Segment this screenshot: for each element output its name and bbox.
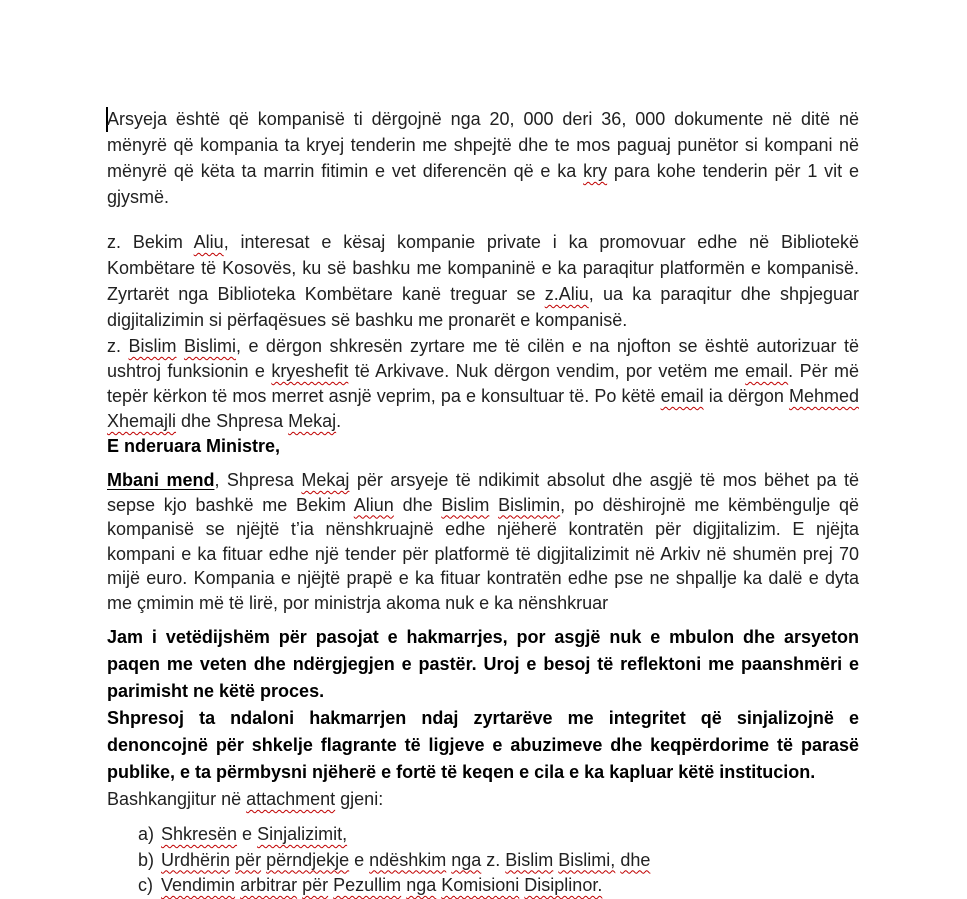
misspelled-word: dhe (620, 849, 651, 870)
misspelled-word: kryeshefit (271, 361, 349, 381)
misspelled-word: nga (406, 875, 437, 895)
misspelled-word: Aliu (193, 232, 224, 252)
misspelled-word: Aliun (353, 494, 394, 515)
text-run (489, 495, 498, 515)
text-run: dhe Shpresa (176, 411, 289, 431)
misspelled-word: Bislimin (498, 494, 561, 515)
misspelled-word: Vendimin (161, 875, 236, 895)
misspelled-word: attachment (246, 789, 336, 809)
misspelled-word: Urdhërin (161, 849, 231, 870)
misspelled-word: për (302, 875, 329, 895)
list-item-b[interactable] (138, 848, 859, 874)
misspelled-word: Pezullim (333, 875, 402, 895)
text-run: e (349, 849, 370, 870)
text-run: para kohe tenderin për 1 vit e gjysmë. (107, 161, 860, 207)
text-run: ia dërgon (703, 386, 789, 406)
misspelled-word: Bislim (505, 849, 554, 870)
misspelled-word: Bislim (128, 336, 177, 356)
paragraph-bislim-bislimi[interactable] (107, 334, 859, 434)
paragraph-mbani-mend[interactable] (107, 468, 859, 615)
misspelled-word: nga (451, 849, 482, 870)
misspelled-word: Disiplinor. (524, 875, 603, 895)
misspelled-word: email (745, 361, 789, 381)
misspelled-word: Shkresën (161, 824, 238, 844)
misspelled-word: ndëshkim (369, 849, 447, 870)
text-run: , Shpresa (214, 470, 302, 490)
text-run: , e dërgon shkresën zyrtare me të cilën e na njofton se është autorizuar të ushtroj funksionin e (107, 336, 859, 381)
text-run: e (237, 824, 258, 844)
misspelled-word: përndjekje (266, 849, 350, 870)
text-run: dhe (393, 494, 442, 515)
misspelled-word: Bislim (441, 494, 490, 515)
text-run (176, 336, 183, 356)
text-run: . Për më tepër kërkon të mos merret asnjë veprim, pa e konsultuar të. Po këtë (107, 361, 859, 406)
text-run: z. (481, 849, 506, 870)
misspelled-word: Mekaj (288, 411, 337, 431)
text-run: për arsyeje të ndikimit absolut dhe asgjë të mos bëhet pa të sepse kjo bashkë me Bekim (107, 470, 859, 515)
text-run: të Arkivave. Nuk dërgon vendim, por vetëm me (348, 361, 746, 381)
misspelled-word: kry (583, 161, 608, 181)
text-run: , interesat e kësaj kompanie private i ka promovuar edhe në Bibliotekë Kombëtare të Kosovës, ku së bashku me kompaninë e ka paraqitur platformën e kompanisë. Zyrtarët nga Biblioteka Kombëtare kanë treguar se (107, 232, 860, 304)
text-run: Arsyeja është që kompanisë ti dërgojnë nga 20, 000 deri 36, 000 dokumente në ditë në mënyrë që kompania ta kryej tenderin me shpejtë dhe te mos paguaj punëtor si kompani në mënyrë që këta ta marrin fitimin e vet diferencën që e ka (107, 109, 859, 181)
text-run: . (336, 411, 342, 431)
paragraph-consequences[interactable]: Jam i vetëdijshëm për pasojat e hakmarrjes, por asgjë nuk e mbulon dhe arsyeton paqen me veten dhe ndërgjegjen e pastër. Uroj e besoj të reflektoni me paanshmëri e parimisht ne këtë proces. (107, 627, 859, 701)
bold-underlined-run: Mbani mend (107, 470, 215, 490)
misspelled-word: Mekaj (301, 470, 350, 490)
misspelled-word: Xhemajli (107, 411, 177, 431)
list-marker: c) (138, 875, 153, 895)
paragraph-intro[interactable] (107, 106, 859, 210)
misspelled-word: Sinjalizimit, (257, 824, 348, 844)
paragraph-bekim-aliu[interactable] (107, 229, 859, 333)
misspelled-word: arbitrar (240, 875, 298, 895)
list-marker: b) (138, 849, 155, 870)
text-run: z. (107, 336, 129, 356)
text-run: gjeni: (335, 789, 384, 809)
misspelled-word: për (235, 849, 262, 870)
document-body (107, 106, 859, 899)
list-marker: a) (138, 824, 155, 844)
attachments-intro[interactable] (107, 787, 859, 812)
misspelled-word: Komisioni (441, 875, 520, 895)
text-run: , ua ka paraqitur dhe shpjeguar digjitalizimin si përfaqësues së bashku me pronarët e kompanisë. (107, 284, 860, 330)
list-item-a[interactable] (138, 822, 859, 848)
list-item-c[interactable] (138, 873, 859, 899)
misspelled-word: z.Aliu (544, 284, 589, 304)
misspelled-word: Mehmed (788, 386, 860, 406)
text-run: z. Bekim (107, 232, 194, 252)
text-run: , po dëshirojnë me këmbëngulje që kompanisë se njëjtë t’ia nënshkruajnë edhe njëherë kontratën për digjitalizim. E njëjta kompani e ka fituar edhe një tender për platformë të digjitalizimit në Arkiv në shumën prej 70 mijë euro. Kompania e njëjtë prapë e ka fituar kontratën edhe pse ne shpallje ka dalë e dyta me çmimin më të lirë, por ministrja akoma nuk e ka nënshkruar (107, 494, 859, 613)
text-run: Bashkangjitur në (107, 789, 247, 809)
misspelled-word: Bislimi (183, 336, 236, 356)
misspelled-word: email (660, 386, 704, 406)
attachments-list (107, 822, 859, 899)
paragraph-appeal[interactable]: Shpresoj ta ndaloni hakmarrjen ndaj zyrtarëve me integritet që sinjalizojnë e denoncojnë për shkelje flagrante të ligjeve e abuzimeve dhe keqpërdorime të parasë publike, e ta përmbysni njëherë e fortë të keqen e cila e ka kapluar këtë institucion. (107, 708, 859, 782)
salutation-heading[interactable]: E nderuara Ministre, (107, 436, 281, 456)
misspelled-word: Bislimi, (558, 849, 616, 870)
